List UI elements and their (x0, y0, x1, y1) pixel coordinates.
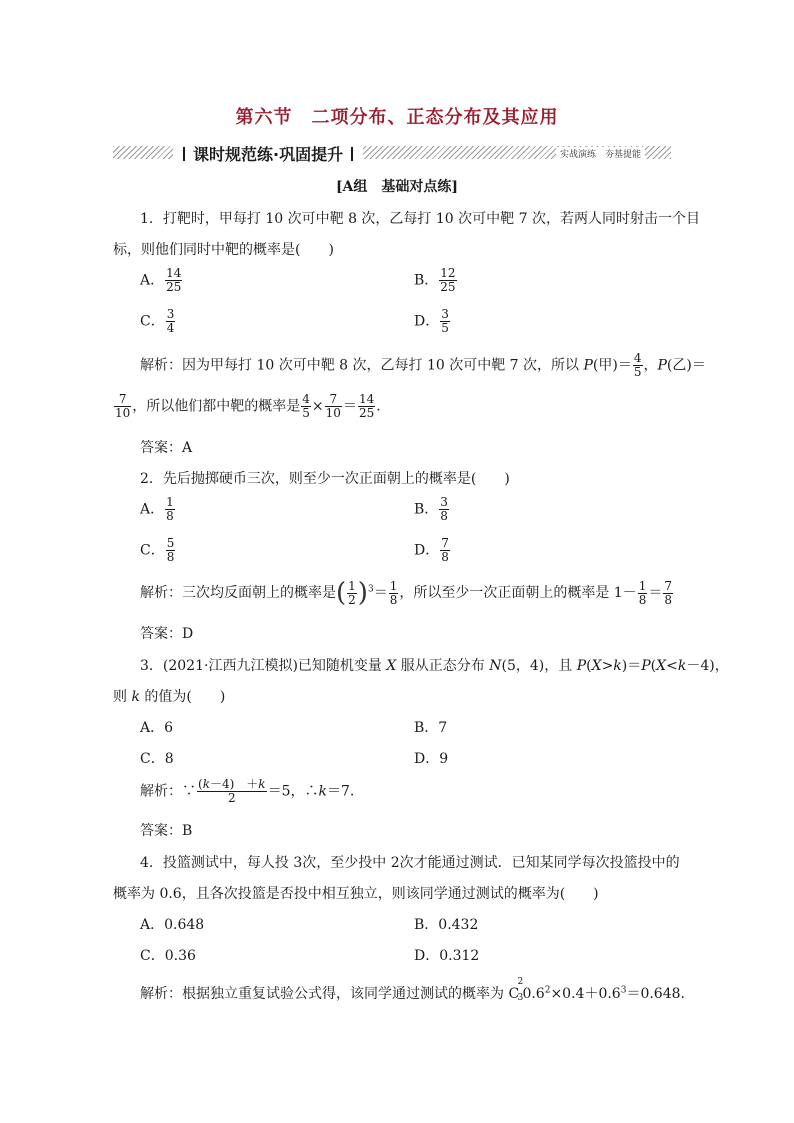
var-k: k (202, 777, 210, 791)
numerator: 7 (441, 536, 449, 550)
q3-answer: 答案：B (140, 823, 193, 839)
numerator: 12 (440, 266, 456, 280)
option-label: A． (140, 272, 165, 289)
q4-option-b: B．0.432 (414, 917, 479, 933)
text: ，所以他们都中靶的概率是 (132, 398, 301, 415)
q3-stem-line1 (140, 655, 729, 675)
numerator: 1 (638, 578, 647, 593)
denominator: 8 (166, 509, 174, 523)
fraction (439, 496, 449, 523)
text: × (311, 398, 324, 415)
fraction (439, 267, 456, 294)
text: 服从正态分布 (396, 658, 490, 674)
numerator: 3 (440, 495, 448, 509)
option-label: B． (414, 272, 439, 289)
fraction (301, 393, 311, 420)
text: －4)， (686, 658, 729, 674)
q2-option-c (140, 537, 176, 564)
q1-answer: 答案：A (140, 440, 193, 456)
banner-bar-right (351, 147, 353, 161)
q2-option-d (414, 537, 451, 564)
option-label: C． (140, 542, 165, 559)
q1-stem-line2: 标，则他们同时中靶的概率是( ) (113, 242, 334, 258)
denominator: 8 (638, 592, 647, 607)
c-sup: 2 (517, 977, 524, 987)
denominator: 10 (325, 406, 341, 420)
section-banner (113, 144, 671, 162)
text: 的值为( ) (139, 689, 226, 705)
q1-option-a (140, 267, 183, 294)
text: ( (650, 658, 657, 674)
text: . (376, 398, 381, 415)
c-sub: 3 (517, 993, 524, 1003)
fraction (358, 393, 375, 420)
fraction (166, 537, 176, 564)
numerator: 1 (166, 495, 174, 509)
text: (甲)＝ (592, 357, 632, 374)
text: (乙)＝ (666, 357, 706, 374)
text: < (666, 658, 678, 674)
combination-symbol (508, 977, 524, 1003)
fraction (197, 778, 267, 805)
numerator: 1 (389, 578, 398, 593)
fraction (165, 496, 175, 523)
text: ( (586, 658, 592, 674)
numerator: 4 (633, 351, 642, 365)
fraction (663, 580, 673, 607)
text: 解析：∵ (140, 783, 196, 800)
option-label: D． (414, 313, 440, 330)
numerator: 14 (166, 266, 182, 280)
numerator: 7 (325, 393, 342, 407)
fraction (165, 267, 182, 294)
denominator: 4 (166, 321, 175, 335)
text: ＝5，∴ (267, 783, 319, 800)
text: ×0.4＋0.6 (550, 986, 621, 1002)
var-x: X (386, 658, 397, 674)
fraction (633, 352, 643, 379)
q3-option-c: C．8 (140, 751, 174, 767)
banner-label-text: 课时规范练·巩固提升 (193, 145, 344, 164)
q1-option-c (140, 308, 176, 335)
var-p: P (657, 357, 667, 374)
text: 则 (113, 689, 132, 705)
numerator: 3 (166, 307, 175, 321)
c-letter: C (508, 986, 520, 1002)
q3-solution (140, 778, 354, 805)
text: 解析：因为甲每打 10 次可中靶 8 次，乙每打 10 次可中靶 7 次，所以 (140, 357, 584, 374)
banner-label (173, 142, 363, 165)
q1-solution-line2 (113, 393, 381, 420)
denominator: 5 (633, 365, 642, 379)
var-k: k (613, 658, 622, 674)
text: ，所以至少一次正面朝上的概率是 1－ (399, 585, 637, 601)
var-p: P (583, 357, 593, 374)
text: ＝ (373, 585, 388, 601)
var-x: X (656, 658, 667, 674)
paren: ) (357, 578, 368, 608)
group-title: [A组 基础对点练] (335, 179, 459, 195)
var-k: k (677, 658, 687, 674)
numerator: 1 (348, 578, 356, 593)
banner-bar-left (183, 147, 185, 161)
numerator: 7 (114, 393, 131, 407)
denominator: 8 (441, 550, 449, 564)
fraction (440, 537, 450, 564)
text: 解析：根据独立重复试验公式得，该同学通过测试的概率为 (140, 986, 509, 1002)
var-k: k (318, 783, 327, 800)
numerator: 5 (166, 536, 175, 550)
q3-stem-line2 (113, 686, 225, 706)
var-k: k (131, 689, 140, 705)
var-n: N (489, 658, 502, 674)
q4-option-d: D．0.312 (414, 948, 480, 964)
denominator: 5 (302, 406, 310, 420)
q1-option-d (414, 308, 451, 335)
q1-option-b (414, 267, 458, 294)
text: ＝0.648. (626, 986, 685, 1002)
q1-stem-line1: 1．打靶时，甲每打 10 次可中靶 8 次，乙每打 10 次可中靶 7 次，若两人同时射击一个目 (140, 211, 700, 227)
denominator: 25 (440, 280, 456, 294)
option-label: B． (414, 501, 439, 518)
q2-option-a (140, 496, 176, 523)
text: ， (643, 357, 658, 374)
var-p: P (576, 658, 587, 674)
banner-right-text: 实战演练 夯基提能 (556, 147, 645, 160)
numerator: 7 (664, 578, 672, 593)
q2-solution (140, 578, 674, 608)
fraction (166, 308, 176, 335)
text: ＝ (648, 585, 663, 601)
q4-option-c: C．0.36 (140, 948, 196, 964)
denominator: 25 (166, 280, 182, 294)
var-k: k (258, 777, 266, 791)
numerator (197, 778, 267, 792)
paren: ( (336, 578, 347, 608)
denominator: 8 (166, 550, 175, 564)
q4-solution (140, 977, 685, 1003)
numerator: 4 (302, 392, 310, 406)
denominator: 8 (440, 509, 448, 523)
q2-stem: 2．先后抛掷硬币三次，则至少一次正面朝上的概率是( ) (140, 471, 510, 487)
denominator: 10 (115, 406, 131, 420)
q4-option-a: A．0.648 (140, 917, 205, 933)
option-label: D． (414, 542, 440, 559)
denominator: 2 (227, 791, 236, 805)
q4-stem-line1: 4．投篮测试中，每人投 3次，至少投中 2次才能通过测试．已知某同学每次投篮投中的 (140, 855, 680, 871)
text: )＝ (621, 658, 642, 674)
q1-solution-line1 (140, 352, 706, 379)
fraction (440, 308, 450, 335)
exponent: 2 (544, 985, 551, 996)
var-x: X (591, 658, 602, 674)
option-label: A． (140, 501, 165, 518)
text: ＝7. (326, 783, 355, 800)
fraction (389, 580, 399, 607)
text: ( (198, 777, 203, 791)
text: 0.6 (522, 986, 545, 1002)
fraction (114, 393, 131, 420)
exponent: 3 (367, 584, 374, 595)
q3-option-b: B．7 (414, 720, 448, 736)
q2-answer: 答案：D (140, 626, 194, 642)
text: 解析：三次均反面朝上的概率是 (140, 585, 336, 601)
q3-option-a: A．6 (140, 720, 174, 736)
denominator: 8 (664, 592, 672, 607)
text: 3．(2021·江西九江模拟)已知随机变量 (140, 658, 387, 674)
denominator: 25 (358, 406, 375, 420)
option-label: C． (140, 313, 165, 330)
q4-stem-line2: 概率为 0.6，且各次投篮是否投中相互独立，则该同学通过测试的概率为( ) (113, 886, 599, 902)
text: ＝ (342, 398, 357, 415)
page-title: 第六节 二项分布、正态分布及其应用 (235, 107, 559, 128)
numerator: 14 (358, 392, 375, 406)
exponent: 3 (620, 985, 627, 996)
denominator: 2 (348, 592, 356, 607)
denominator: 5 (441, 321, 449, 335)
fraction (638, 580, 648, 607)
text: > (601, 658, 614, 674)
denominator: 8 (389, 592, 398, 607)
fraction (347, 580, 357, 607)
banner-hatch-left (113, 146, 173, 159)
q3-option-d: D．9 (414, 751, 449, 767)
q2-option-b (414, 496, 450, 523)
var-p: P (641, 658, 651, 674)
fraction (325, 393, 342, 420)
text: (5，4)，且 (501, 658, 577, 674)
text: －4) ＋ (209, 777, 259, 791)
numerator: 3 (441, 307, 449, 321)
